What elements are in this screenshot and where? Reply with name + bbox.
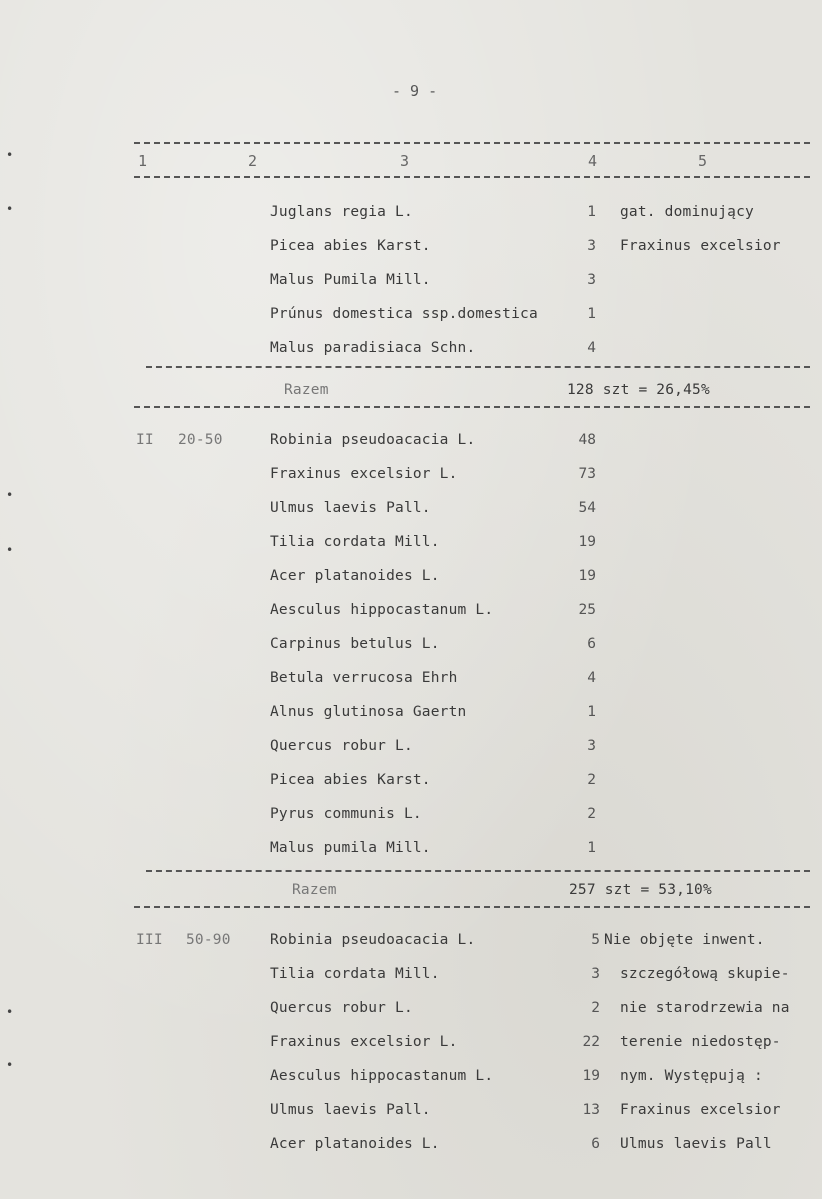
species-name: Quercus robur L. (270, 738, 413, 754)
species-note: Nie objęte inwent. (604, 932, 765, 948)
species-note: nym. Występują : (620, 1068, 763, 1084)
species-count: 25 (578, 602, 596, 618)
column-header-2: 2 (248, 152, 258, 170)
species-name: Robinia pseudoacacia L. (270, 932, 476, 948)
total-label: Razem (284, 382, 329, 398)
species-count: 22 (582, 1034, 600, 1050)
age-range: 20-50 (178, 432, 223, 448)
species-name: Malus Pumila Mill. (270, 272, 431, 288)
margin-mark: • (6, 488, 14, 502)
species-count: 2 (587, 772, 596, 788)
species-count: 13 (582, 1102, 600, 1118)
species-name: Robinia pseudoacacia L. (270, 432, 476, 448)
species-name: Picea abies Karst. (270, 772, 431, 788)
total-value: 128 szt = 26,45% (567, 382, 710, 398)
species-count: 19 (578, 568, 596, 584)
species-name: Carpinus betulus L. (270, 636, 440, 652)
column-header-3: 3 (400, 152, 410, 170)
column-header-5: 5 (698, 152, 708, 170)
species-count: 1 (587, 840, 596, 856)
table-rule (146, 366, 810, 368)
species-count: 4 (587, 670, 596, 686)
species-name: Acer platanoides L. (270, 568, 440, 584)
species-count: 19 (582, 1068, 600, 1084)
species-note: Fraxinus excelsior (620, 238, 781, 254)
column-header-1: 1 (138, 152, 148, 170)
table-rule (134, 406, 810, 408)
species-name: Fraxinus excelsior L. (270, 466, 458, 482)
margin-mark: • (6, 1005, 14, 1019)
group-label: II (136, 432, 154, 448)
species-count: 73 (578, 466, 596, 482)
margin-mark: • (6, 148, 14, 162)
column-header-4: 4 (588, 152, 598, 170)
species-note: nie starodrzewia na (620, 1000, 790, 1016)
species-count: 54 (578, 500, 596, 516)
table-rule (146, 870, 810, 872)
species-name: Quercus robur L. (270, 1000, 413, 1016)
species-count: 3 (587, 238, 596, 254)
species-count: 3 (587, 272, 596, 288)
species-name: Prúnus domestica ssp.domestica (270, 306, 538, 322)
species-name: Aesculus hippocastanum L. (270, 602, 494, 618)
species-name: Ulmus laevis Pall. (270, 500, 431, 516)
species-name: Acer platanoides L. (270, 1136, 440, 1152)
total-value: 257 szt = 53,10% (569, 882, 712, 898)
table-rule (134, 906, 810, 908)
species-count: 4 (587, 340, 596, 356)
margin-mark: • (6, 1058, 14, 1072)
species-count: 2 (591, 1000, 600, 1016)
group-label: III (136, 932, 163, 948)
species-name: Betula verrucosa Ehrh (270, 670, 458, 686)
table-rule-header (134, 176, 810, 178)
age-range: 50-90 (186, 932, 231, 948)
species-name: Tilia cordata Mill. (270, 534, 440, 550)
species-name: Aesculus hippocastanum L. (270, 1068, 494, 1084)
species-count: 6 (587, 636, 596, 652)
total-label: Razem (292, 882, 337, 898)
margin-mark: • (6, 202, 14, 216)
species-count: 3 (587, 738, 596, 754)
species-count: 1 (587, 204, 596, 220)
margin-mark: • (6, 543, 14, 557)
species-note: Ulmus laevis Pall (620, 1136, 772, 1152)
species-note: szczegółową skupie- (620, 966, 790, 982)
species-name: Malus paradisiaca Schn. (270, 340, 476, 356)
species-note: gat. dominujący (620, 204, 754, 220)
species-count: 3 (591, 966, 600, 982)
species-count: 1 (587, 704, 596, 720)
species-name: Tilia cordata Mill. (270, 966, 440, 982)
species-count: 6 (591, 1136, 600, 1152)
species-count: 2 (587, 806, 596, 822)
species-note: terenie niedostęp- (620, 1034, 781, 1050)
species-name: Alnus glutinosa Gaertn (270, 704, 467, 720)
page-number: - 9 - (392, 82, 438, 100)
species-name: Malus pumila Mill. (270, 840, 431, 856)
species-note: Fraxinus excelsior (620, 1102, 781, 1118)
species-count: 19 (578, 534, 596, 550)
species-name: Fraxinus excelsior L. (270, 1034, 458, 1050)
species-name: Juglans regia L. (270, 204, 413, 220)
table-rule-top (134, 142, 810, 144)
species-count: 48 (578, 432, 596, 448)
species-name: Pyrus communis L. (270, 806, 422, 822)
species-name: Ulmus laevis Pall. (270, 1102, 431, 1118)
species-name: Picea abies Karst. (270, 238, 431, 254)
species-count: 1 (587, 306, 596, 322)
species-count: 5 (591, 932, 600, 948)
